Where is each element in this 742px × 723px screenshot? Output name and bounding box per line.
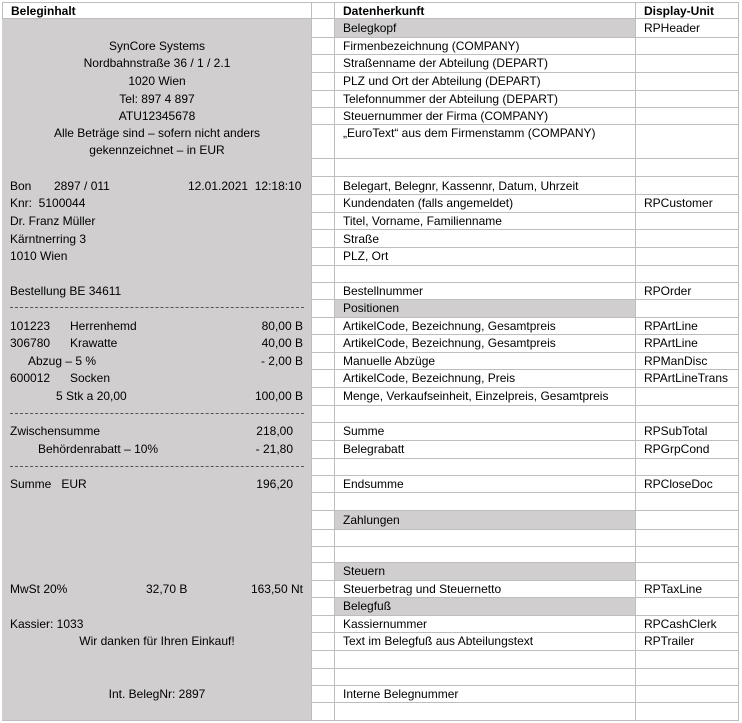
table-row [0,266,742,283]
unit-rpgrpcond: RPGrpCond [644,442,710,456]
receipt-customer-name: Dr. Franz Müller [10,214,96,228]
table-row [0,476,742,493]
table-row [0,441,742,459]
source-city: PLZ und Ort der Abteilung (DEPART) [343,74,541,88]
table-row [0,651,742,669]
unit-rpmandisc: RPManDisc [644,354,708,368]
source-trailer: Text im Belegfuß aus Abteilungstext [343,634,534,648]
table-row [0,598,742,616]
col-display-unit-header: Display-Unit [644,4,715,18]
source-intnr: Interne Belegnummer [343,687,459,701]
section-zahlungen: Zahlungen [343,513,400,527]
receipt-bon-number: 2897 / 011 [54,179,110,193]
item-name: Socken [70,371,111,385]
source-customer: Kundendaten (falls angemeldet) [343,196,514,210]
receipt-qty-total: 100,00 B [254,389,303,403]
receipt-separator [10,413,304,414]
item-code: 101223 [10,319,51,333]
source-endsumme: Endsumme [343,477,404,491]
table-row [0,459,742,476]
section-belegkopf: Belegkopf [343,21,397,35]
item-price: 80,00 B [261,319,303,333]
table-row [0,248,742,266]
table-row [0,353,742,370]
table-row [0,38,742,55]
receipt-euro-text-2: gekennzeichnet – in EUR [89,143,225,157]
source-order: Bestellnummer [343,284,424,298]
source-cashier: Kassiernummer [343,617,428,631]
source-name: Titel, Vorname, Familienname [343,214,502,228]
receipt-street: Nordbahnstraße 36 / 1 / 2.1 [83,56,231,70]
source-tax-detail: Steuerbetrag und Steuernetto [343,582,502,596]
item-name: Abzug – 5 % [28,354,97,368]
unit-rpcustomer: RPCustomer [644,196,713,210]
receipt-subtotal-value: 218,00 [256,424,293,438]
unit-rpartline: RPArtLine [644,336,698,350]
table-row [0,125,742,159]
source-cstreet: Straße [343,232,380,246]
table-row [0,563,742,581]
source-art1: ArtikelCode, Bezeichnung, Gesamtpreis [343,319,556,333]
receipt-bon-datetime: 12.01.2021 12:18:10 [188,179,302,193]
unit-rpheader: RPHeader [644,21,701,35]
table-row [0,703,742,721]
table-row [0,177,742,195]
receipt-discount-value: - 21,80 [255,442,293,456]
receipt-subtotal-label: Zwischensumme [10,424,101,438]
table-header-row [0,2,742,19]
receipt-knr: Knr: 5100044 [10,196,86,210]
unit-rpclosedoc: RPCloseDoc [644,477,713,491]
receipt-vat-label: MwSt 20% [10,582,68,596]
source-bon: Belegart, Belegnr, Kassennr, Datum, Uhrzeit [343,179,579,193]
item-name: Krawatte [70,336,118,350]
item-price: - 2,00 B [260,354,303,368]
source-ccity: PLZ, Ort [343,249,389,263]
receipt-sum-label: Summe EUR [10,477,87,491]
source-qty: Menge, Verkaufseinheit, Einzelpreis, Gesamtpreis [343,389,609,403]
table-row [0,335,742,353]
source-street: Straßenname der Abteilung (DEPART) [343,56,548,70]
table-row [0,55,742,73]
table-row [0,616,742,633]
table-row [0,633,742,651]
receipt-separator [10,307,304,308]
source-art3: ArtikelCode, Bezeichnung, Preis [343,371,516,385]
col-beleginhalt-header: Beleginhalt [11,4,76,18]
table-row [0,686,742,703]
table-row [0,91,742,108]
table-row [0,300,742,318]
source-art2: ArtikelCode, Bezeichnung, Gesamtpreis [343,336,556,350]
table-row [0,73,742,91]
unit-rptaxline: RPTaxLine [644,582,703,596]
receipt-tax-id: ATU12345678 [118,109,196,123]
receipt-company: SynCore Systems [108,39,206,53]
unit-rporder: RPOrder [644,284,692,298]
table-row [0,669,742,686]
section-positionen: Positionen [343,301,400,315]
receipt-customer-street: Kärntnerring 3 [10,232,87,246]
unit-rptrailer: RPTrailer [644,634,695,648]
table-row [0,213,742,230]
table-row [0,511,742,530]
unit-rpartline: RPArtLine [644,319,698,333]
table-row [0,581,742,598]
receipt-sum-value: 196,20 [256,477,293,491]
table-row [0,195,742,213]
item-code: 600012 [10,371,51,385]
table-row [0,406,742,423]
source-summe: Summe [343,424,385,438]
table-row [0,283,742,300]
item-price: 40,00 B [261,336,303,350]
receipt-city: 1020 Wien [128,74,186,88]
receipt-qty-line: 5 Stk a 20,00 [56,389,127,403]
table-row [0,493,742,511]
table-row [0,159,742,177]
section-steuern: Steuern [343,564,386,578]
item-code: 306780 [10,336,51,350]
table-row [0,388,742,406]
source-mandisc: Manuelle Abzüge [343,354,436,368]
receipt-discount-label: Behördenrabatt – 10% [38,442,159,456]
table-row [0,423,742,441]
receipt-vat-amount: 32,70 B [146,582,188,596]
source-eurotext: „EuroText“ aus dem Firmenstamm (COMPANY) [343,126,596,140]
unit-rpcashclerk: RPCashClerk [644,617,717,631]
source-company: Firmenbezeichnung (COMPANY) [343,39,520,53]
receipt-order: Bestellung BE 34611 [10,284,122,298]
source-phone: Telefonnummer der Abteilung (DEPART) [343,92,558,106]
table-row [0,530,742,547]
unit-rpartlinetrans: RPArtLineTrans [644,371,729,385]
receipt-bon-label: Bon [10,179,32,193]
section-belegfuss: Belegfuß [343,599,392,613]
unit-rpsubtotal: RPSubTotal [644,424,708,438]
source-belegrabatt: Belegrabatt [343,442,405,456]
table-row [0,230,742,248]
table-row [0,108,742,125]
receipt-int-bon: Int. BelegNr: 2897 [108,687,206,701]
source-tax: Steuernummer der Firma (COMPANY) [343,109,549,123]
receipt-customer-city: 1010 Wien [10,249,68,263]
receipt-vat-net: 163,50 Nt [250,582,303,596]
receipt-thanks: Wir danken für Ihren Einkauf! [79,634,235,648]
table-row [0,547,742,563]
table-row [0,19,742,38]
receipt-phone: Tel: 897 4 897 [119,92,195,106]
receipt-euro-text-1: Alle Beträge sind – sofern nicht anders [53,126,261,140]
item-name: Herrenhemd [70,319,137,333]
table-row [0,370,742,388]
table-row [0,318,742,335]
col-datenherkunft-header: Datenherkunft [343,4,425,18]
receipt-cashier: Kassier: 1033 [10,617,84,631]
receipt-separator [10,466,304,467]
